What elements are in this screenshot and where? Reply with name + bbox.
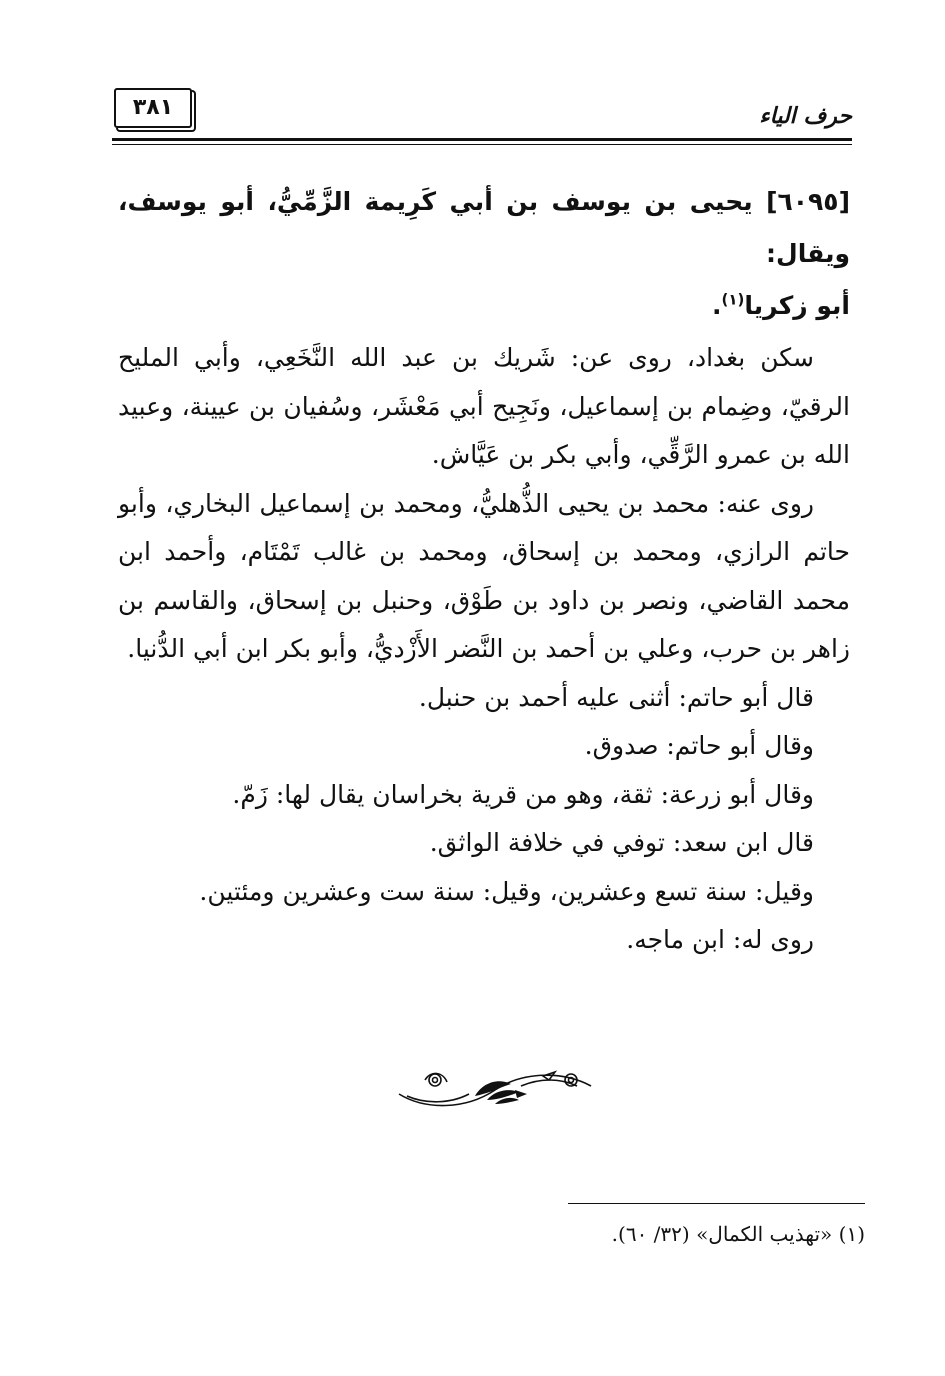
- footnote-ref-1: (١): [721, 290, 745, 309]
- footnote-rule: [568, 1203, 865, 1204]
- grading-abu-hatim-ahmad: قال أبو حاتم: أثنى عليه أحمد بن حنبل.: [418, 682, 814, 712]
- entry-title-line-2: [118, 280, 850, 332]
- entry-title: [118, 176, 850, 332]
- header-rule-thin: [112, 144, 852, 145]
- paragraph-residence-teachers: سكن بغداد، روى عن: شَريك بن عبد الله النَّخَعِي، وأبي المليح الرقيّ، وضِمام بن إسماعيل، ونَجِيح أبي مَعْشَر، وسُفيان بن عيينة، وعبيد الله بن عمرو الرَّقِّي، وأبي بكر بن عَيَّاش.: [118, 343, 850, 469]
- paragraph-students: روى عنه: محمد بن يحيى الذُّهليُّ، ومحمد بن إسماعيل البخاري، وأبو حاتم الرازي، ومحمد بن إسحاق، ومحمد بن غالب تَمْتَام، وأحمد ابن محمد القاضي، ونصر بن داود بن طَوْق، وحنبل بن إسحاق، والقاسم بن زاهر بن حرب، وعلي بن أحمد بن النَّضر الأَزْديُّ، وأبو بكر ابن أبي الدُّنيا.: [118, 488, 850, 663]
- grading-abu-zura: وقال أبو زرعة: ثقة، وهو من قرية بخراسان يقال لها: زَمّ.: [232, 779, 814, 809]
- entry-body: [118, 176, 850, 965]
- page-number: ٣٨١: [132, 95, 174, 120]
- footnote-1: (١) «تهذيب الكمال» (٣٢/ ٦٠).: [611, 1222, 865, 1246]
- death-ibn-saad: قال ابن سعد: توفي في خلافة الواثق.: [429, 828, 814, 857]
- page-number-box: [114, 88, 192, 128]
- grading-abu-hatim: وقال أبو حاتم: صدوق.: [584, 731, 814, 760]
- floral-divider-ornament-icon: [395, 1066, 595, 1112]
- section-title: حرف الياء: [759, 104, 852, 129]
- page-header: [112, 86, 852, 146]
- entry-title-line-1: [٦٠٩٥] يحيى بن يوسف بن أبي كَرِيمة الزَّمِّيُّ، أبو يوسف، ويقال:: [118, 187, 850, 268]
- entry-kunya: أبو زكريا: [744, 291, 850, 320]
- header-rule-thick: [112, 138, 852, 141]
- death-year: وقيل: سنة تسع وعشرين، وقيل: سنة ست وعشرين ومئتين.: [199, 876, 814, 906]
- narrated-by: روى له: ابن ماجه.: [626, 925, 814, 954]
- entry-title-end: .: [712, 291, 722, 320]
